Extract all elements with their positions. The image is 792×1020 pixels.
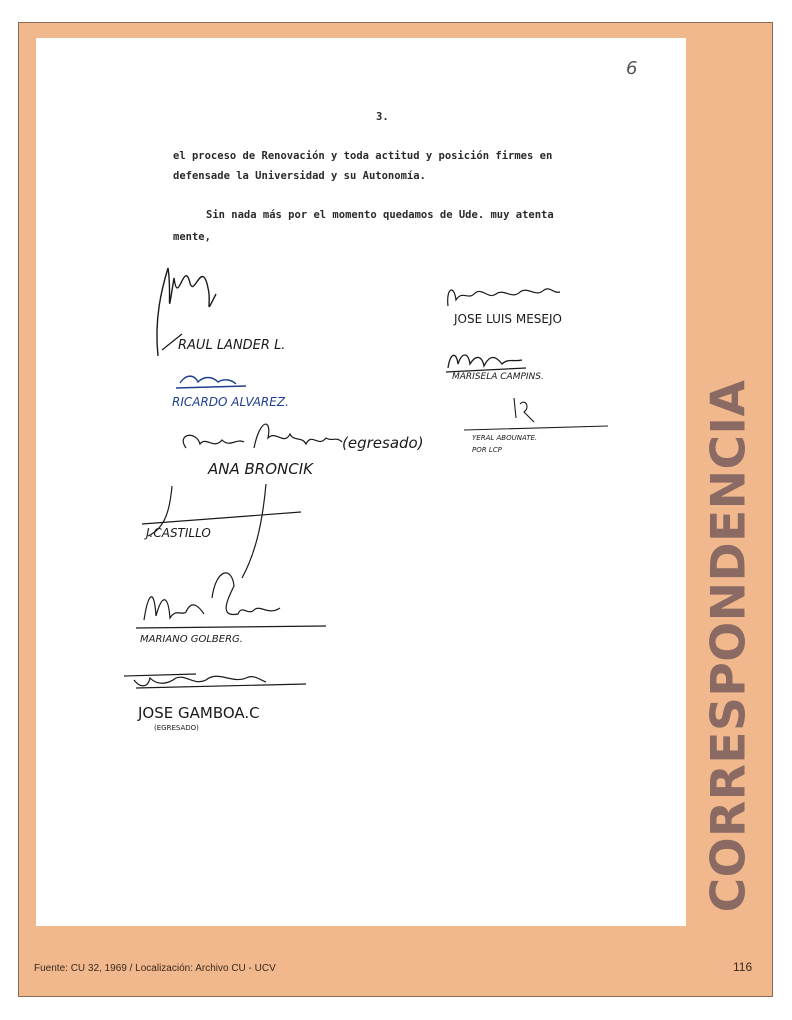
signature-ricardo-alvarez — [176, 376, 246, 388]
signature-ana-broncik — [183, 424, 342, 448]
name-jose-gamboa: JOSE GAMBOA.C — [138, 704, 260, 722]
name-marisela-campins: MARISELA CAMPINS. — [452, 372, 544, 382]
signature-jose-gamboa — [124, 674, 306, 688]
letter-line-3: Sin nada más por el momento quedamos de Ude. muy atenta — [206, 209, 554, 221]
signature-abounate — [464, 398, 608, 430]
name-jose-luis-mesejo: JOSE LUIS MESEJO — [454, 312, 562, 326]
signature-marisela-campins — [446, 355, 526, 372]
letter-line-2: defensade la Universidad y su Autonomía. — [173, 170, 426, 182]
name-abounate: YERAL ABOUNATE. — [472, 434, 538, 442]
name-ricardo-alvarez: RICARDO ALVAREZ. — [172, 395, 289, 409]
letter-line-1: el proceso de Renovación y toda actitud y posición firmes en — [173, 150, 553, 162]
signature-mariano-golberg — [136, 573, 326, 628]
name-mariano-golberg: MARIANO GOLBERG. — [140, 634, 243, 645]
handwritten-page-mark: 6 — [626, 58, 638, 79]
letter-sheet — [36, 38, 686, 926]
signature-jose-luis-mesejo — [448, 289, 560, 306]
name-por-lcp: POR LCP — [472, 446, 502, 454]
name-jose-gamboa-egresado: (EGRESADO) — [154, 724, 199, 732]
footer-source: Fuente: CU 32, 1969 / Localización: Archivo CU - UCV — [34, 963, 276, 974]
name-ana-broncik-egresado: (egresado) — [342, 434, 424, 452]
name-castillo: J.CASTILLO — [146, 526, 211, 540]
typed-page-number: 3. — [376, 111, 389, 123]
letter-line-4: mente, — [173, 231, 211, 243]
name-ana-broncik: ANA BRONCIK — [208, 460, 313, 478]
name-raul-lander: RAUL LANDER L. — [178, 338, 286, 353]
page-number: 116 — [733, 960, 753, 974]
